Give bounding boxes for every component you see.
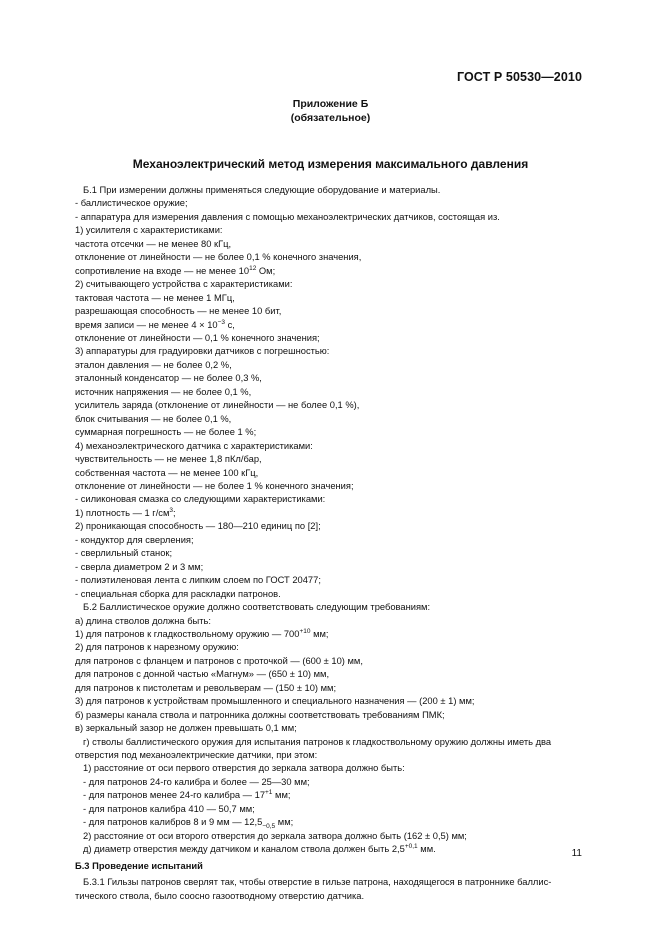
text-line: усилитель заряда (отклонение от линейности — не более 0,1 %), — [75, 400, 360, 411]
text-part: д) диаметр отверстия между датчиком и каналом ствола должен быть 2,5 — [83, 844, 405, 855]
list-item: - баллистическое оружие; — [75, 198, 188, 209]
text-line: эталонный конденсатор — не более 0,3 %, — [75, 373, 262, 384]
annex-heading — [0, 97, 661, 125]
text-line: источник напряжения — не более 0,1 %, — [75, 386, 252, 397]
text-part: время записи — не менее 4 × 10 — [75, 319, 218, 330]
text-line: частота отсечки — не менее 80 кГц, — [75, 238, 232, 249]
subscript: −0,5 — [262, 823, 276, 831]
superscript: +0,1 — [404, 843, 418, 851]
superscript: +10 — [299, 627, 311, 635]
document-body — [75, 184, 595, 903]
superscript: 12 — [249, 264, 257, 272]
text-line: для патронов к пистолетам и револьверам — (150 ± 10) мм; — [75, 682, 337, 693]
text-line: разрешающая способность — не менее 10 бит, — [75, 306, 282, 317]
text-line — [75, 265, 595, 278]
list-item: - сверла диаметром 2 и 3 мм; — [75, 561, 204, 572]
text-part: - для патронов калибров 8 и 9 мм — 12,5 — [83, 817, 263, 828]
superscript: 3 — [169, 506, 174, 514]
superscript: −3 — [217, 318, 226, 326]
text-part: мм; — [272, 790, 291, 801]
list-item: - для патронов калибра 410 — 50,7 мм; — [83, 803, 255, 814]
list-item: - специальная сборка для раскладки патронов. — [75, 588, 281, 599]
list-item: 2) для патронов к нарезному оружию: — [75, 642, 239, 653]
text-line: для патронов с донной частью «Магнум» — (650 ± 10) мм, — [75, 669, 330, 680]
text-part: мм; — [310, 628, 329, 639]
list-item: 2) расстояние от оси второго отверстия до зеркала затвора должно быть (162 ± 0,5) мм; — [83, 830, 467, 841]
text-part: мм. — [417, 844, 436, 855]
text-part: 1) плотность — 1 г/см — [75, 507, 170, 518]
list-item — [75, 628, 595, 641]
text-line: отклонение от линейности — не более 1 % конечного значения; — [75, 480, 354, 491]
subsection-heading: Б.3 Проведение испытаний — [75, 860, 203, 871]
text-part: ; — [173, 507, 176, 518]
list-item — [75, 816, 595, 829]
paragraph: Б.3.1 Гильзы патронов сверлят так, чтобы отверстие в гильзе патрона, находящегося в патроннике баллис- — [83, 877, 552, 888]
text-line: для патронов с фланцем и патронов с проточкой — (600 ± 10) мм, — [75, 655, 363, 666]
list-item: - кондуктор для сверления; — [75, 534, 194, 545]
paragraph: Б.2 Баллистическое оружие должно соответствовать следующим требованиям: — [83, 602, 431, 613]
text-part: мм; — [275, 817, 294, 828]
page-number: 11 — [571, 848, 582, 859]
list-item: - аппаратура для измерения давления с помощью механоэлектрических датчиков, состоящая из. — [75, 211, 500, 222]
list-item: - силиконовая смазка со следующими характеристиками: — [75, 494, 326, 505]
list-item: 4) механоэлектрического датчика с характеристиками: — [75, 440, 313, 451]
text-part: 1) для патронов к гладкоствольному оружию — 700 — [75, 628, 300, 639]
text-line: тического ствола, было соосно газоотводному отверстию датчика. — [75, 890, 365, 901]
text-part: Ом; — [256, 265, 276, 276]
list-item: б) размеры канала ствола и патронника должны соответствовать требованиям ПМК; — [75, 709, 445, 720]
annex-title: Приложение Б — [292, 98, 369, 110]
text-line: суммарная погрешность — не более 1 %; — [75, 427, 257, 438]
text-line: тактовая частота — не менее 1 МГц, — [75, 292, 235, 303]
list-item — [75, 507, 595, 520]
text-line: отклонение от линейности — не более 0,1 % конечного значения, — [75, 252, 362, 263]
list-item: 3) аппаратуры для градуировки датчиков с погрешностью: — [75, 346, 330, 357]
list-item: 2) проникающая способность — 180—210 единиц по [2]; — [75, 521, 321, 532]
text-line: блок считывания — не более 0,1 %, — [75, 413, 232, 424]
annex-status: (обязательное) — [290, 112, 371, 124]
text-line: отверстия под механоэлектрические датчики, при этом: — [75, 750, 318, 761]
list-item: в) зеркальный зазор не должен превышать 0,1 мм; — [75, 723, 297, 734]
list-item — [75, 843, 595, 856]
text-line: собственная частота — не менее 100 кГц, — [75, 467, 259, 478]
text-part: с, — [225, 319, 235, 330]
list-item: 1) расстояние от оси первого отверстия до зеркала затвора должно быть: — [83, 763, 405, 774]
document-id: ГОСТ Р 50530—2010 — [456, 70, 582, 84]
list-item — [75, 789, 595, 802]
text-part: - для патронов менее 24-го калибра — 17 — [83, 790, 266, 801]
section-title: Механоэлектрический метод измерения максимального давления — [132, 157, 529, 171]
text-line: эталон давления — не более 0,2 %, — [75, 359, 232, 370]
list-item: - полиэтиленовая лента с липким слоем по ГОСТ 20477; — [75, 575, 321, 586]
text-line: отклонение от линейности — 0,1 % конечного значения; — [75, 332, 320, 343]
list-item: - сверлильный станок; — [75, 548, 173, 559]
list-item: а) длина стволов должна быть: — [75, 615, 212, 626]
superscript: +1 — [265, 789, 273, 797]
text-part: сопротивление на входе — не менее 10 — [75, 265, 250, 276]
list-item: 3) для патронов к устройствам промышленного и специального назначения — (200 ± 1) мм; — [75, 696, 475, 707]
text-line: чувствительность — не менее 1,8 пКл/бар, — [75, 454, 262, 465]
list-item: 2) считывающего устройства с характеристиками: — [75, 279, 293, 290]
text-line — [75, 319, 595, 332]
list-item: 1) усилителя с характеристиками: — [75, 225, 223, 236]
list-item: - для патронов 24-го калибра и более — 25—30 мм; — [83, 776, 310, 787]
paragraph: Б.1 При измерении должны применяться следующие оборудование и материалы. — [83, 185, 441, 195]
list-item: г) стволы баллистического оружия для испытания патронов к гладкоствольному оружию должны иметь два — [83, 736, 552, 747]
